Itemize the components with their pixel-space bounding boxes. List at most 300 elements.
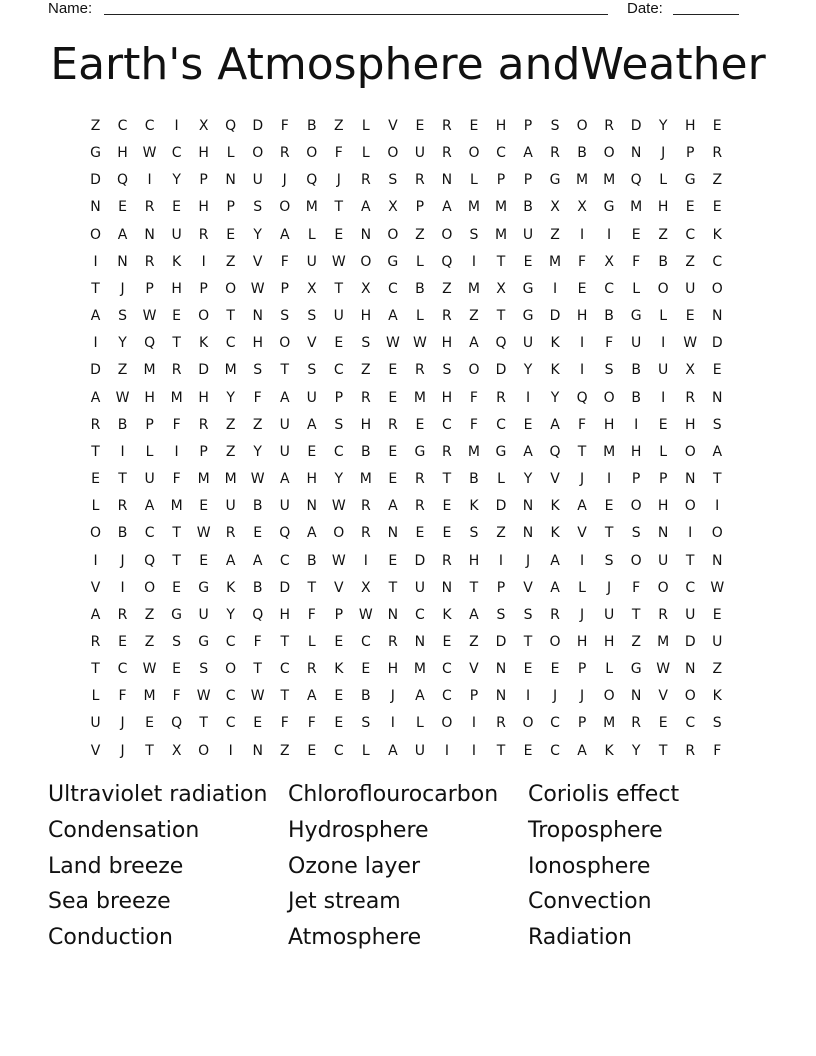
grid-letter: J [120,280,125,297]
grid-letter: E [253,715,263,732]
grid-letter: U [279,416,290,433]
grid-letter: B [631,389,641,406]
grid-letter: U [603,606,615,623]
grid-letter: F [469,416,478,433]
grid-letter: T [685,552,695,569]
grid-letter: E [442,498,452,515]
grid-letter: F [280,715,289,732]
grid-letter: T [496,308,506,325]
word-bank-item: Hydrosphere [288,817,429,843]
grid-letter: T [91,280,100,297]
grid-letter: C [415,606,425,623]
grid-letter: G [387,253,399,270]
grid-letter: U [414,579,426,596]
grid-letter: H [279,606,290,623]
grid-letter: K [334,661,344,678]
grid-letter: U [279,498,290,515]
grid-letter: G [603,199,615,216]
grid-letter: T [226,308,235,325]
grid-letter: J [580,471,585,488]
grid-letter: H [684,416,696,433]
grid-letter: H [603,416,615,433]
grid-letter: F [632,579,641,596]
grid-letter: H [441,335,453,352]
grid-letter: E [631,226,641,243]
grid-letter: W [331,253,346,270]
grid-letter: A [469,606,479,623]
grid-letter: T [91,661,100,678]
grid-letter: H [198,199,209,216]
grid-letter: N [306,498,317,515]
grid-letter: I [93,335,98,352]
grid-letter: Z [415,226,425,243]
grid-letter: O [441,715,453,732]
grid-letter: Z [225,443,236,460]
grid-letter: R [658,606,669,623]
grid-letter: R [90,633,101,650]
grid-letter: Y [172,172,181,189]
grid-letter: T [712,471,722,488]
grid-letter: S [280,308,290,325]
grid-letter: Q [495,335,507,352]
grid-letter: G [90,145,101,162]
grid-letter: R [387,416,398,433]
grid-letter: L [659,308,668,325]
grid-letter: T [604,525,614,542]
grid-letter: R [387,633,398,650]
grid-letter: S [361,715,371,732]
grid-letter: O [144,579,156,596]
grid-letter: O [387,226,399,243]
grid-letter: E [658,416,668,433]
grid-letter: L [307,226,316,243]
grid-letter: I [228,742,233,759]
grid-letter: O [387,145,399,162]
grid-letter: X [361,280,371,297]
grid-letter: N [630,145,642,162]
grid-letter: V [523,579,533,596]
grid-letter: W [656,661,671,678]
grid-row [82,548,731,575]
grid-letter: P [469,688,479,705]
grid-letter: E [388,389,398,406]
grid-letter: Q [630,172,642,189]
grid-letter: N [711,552,723,569]
word-bank-item: Radiation [528,925,632,951]
grid-letter: R [442,145,452,162]
grid-letter: F [172,471,181,488]
grid-letter: I [661,389,666,406]
grid-letter: P [334,389,344,406]
grid-letter: M [197,471,210,488]
grid-letter: N [387,606,399,623]
date-label: Date: [627,0,663,17]
grid-letter: S [307,308,317,325]
grid-letter: T [442,471,452,488]
grid-letter: L [145,443,154,460]
word-bank-item: Condensation [48,817,200,843]
grid-letter: A [469,335,479,352]
grid-letter: F [632,253,641,270]
grid-letter: H [603,633,615,650]
grid-letter: Y [550,389,560,406]
grid-letter: V [306,335,317,352]
grid-letter: H [576,308,588,325]
grid-letter: R [117,498,128,515]
grid-letter: U [414,145,426,162]
grid-letter: Y [523,471,533,488]
grid-letter: D [414,552,426,569]
grid-letter: Z [225,416,236,433]
grid-row [82,330,731,357]
grid-letter: F [307,715,316,732]
grid-letter: R [415,362,425,379]
grid-letter: N [387,525,399,542]
grid-letter: E [334,715,344,732]
grid-letter: T [658,742,668,759]
grid-letter: Y [334,471,344,488]
word-bank-item: Troposphere [528,817,663,843]
grid-letter: O [684,443,696,460]
grid-letter: N [252,742,263,759]
grid-letter: G [549,172,561,189]
grid-letter: L [361,118,370,134]
grid-letter: E [415,525,425,542]
grid-letter: P [199,443,208,460]
grid-row [82,629,731,656]
grid-letter: C [225,335,236,352]
grid-letter: T [172,525,181,542]
grid-letter: I [120,579,125,596]
grid-letter: N [657,525,669,542]
grid-letter: A [550,579,560,596]
grid-letter: R [415,172,425,189]
grid-letter: E [91,471,100,488]
grid-letter: T [199,715,208,732]
grid-letter: Z [442,280,452,297]
grid-letter: I [580,335,585,352]
grid-letter: E [712,118,722,134]
word-bank-item: Ozone layer [288,853,420,879]
grid-letter: U [279,443,290,460]
grid-letter: U [90,715,101,732]
grid-letter: S [172,633,182,650]
grid-letter: O [522,715,534,732]
grid-letter: M [143,362,156,379]
grid-letter: O [603,145,615,162]
grid-letter: C [387,280,398,297]
grid-letter: V [550,471,560,488]
grid-letter: H [657,199,669,216]
grid-letter: B [117,416,128,433]
grid-letter: A [550,416,560,433]
grid-letter: A [117,226,128,243]
grid-row [82,493,731,520]
grid-letter: J [120,552,125,569]
grid-letter: M [413,389,426,406]
grid-letter: T [469,579,479,596]
grid-letter: R [306,661,317,678]
grid-letter: Y [253,226,262,243]
grid-letter: E [685,308,695,325]
grid-letter: K [604,742,614,759]
grid-letter: O [630,552,642,569]
grid-letter: F [578,416,587,433]
grid-letter: S [253,199,263,216]
grid-letter: W [142,661,157,678]
grid-letter: X [388,199,398,216]
grid-letter: O [549,633,561,650]
grid-letter: H [252,335,263,352]
grid-letter: A [523,443,533,460]
grid-letter: C [604,280,614,297]
grid-letter: S [253,362,263,379]
grid-letter: F [307,606,316,623]
grid-letter: B [252,498,263,515]
grid-letter: A [90,308,101,325]
grid-letter: O [468,362,480,379]
grid-letter: O [225,280,237,297]
grid-letter: C [171,145,182,162]
grid-letter: K [172,253,182,270]
grid-letter: O [198,742,210,759]
grid-letter: R [442,443,452,460]
grid-letter: U [252,172,263,189]
grid-letter: C [225,633,236,650]
grid-letter: S [388,172,398,189]
grid-letter: U [522,226,534,243]
grid-letter: N [441,579,453,596]
grid-letter: T [280,633,290,650]
grid-letter: D [684,633,696,650]
grid-letter: T [145,742,154,759]
grid-letter: Y [658,118,668,134]
grid-letter: J [120,742,125,759]
grid-letter: R [631,715,641,732]
grid-letter: Y [523,362,533,379]
grid-letter: I [661,335,666,352]
grid-letter: W [331,498,346,515]
grid-letter: A [712,443,723,460]
grid-letter: M [224,362,237,379]
grid-letter: R [685,742,696,759]
grid-letter: E [307,742,317,759]
grid-letter: Z [279,742,290,759]
grid-letter: R [117,606,128,623]
grid-letter: D [90,362,101,379]
grid-row [82,466,731,493]
grid-letter: C [333,362,344,379]
grid-letter: I [174,118,179,134]
grid-letter: A [279,226,290,243]
grid-letter: R [604,118,614,134]
grid-row [82,710,731,737]
grid-letter: C [712,253,723,270]
grid-letter: C [225,715,236,732]
grid-letter: U [333,308,344,325]
grid-letter: E [523,661,533,678]
grid-letter: L [659,172,668,189]
grid-letter: P [496,172,506,189]
grid-letter: G [198,579,210,596]
grid-letter: P [334,606,344,623]
grid-letter: R [144,199,155,216]
grid-letter: C [685,715,696,732]
grid-letter: R [712,145,723,162]
grid-letter: D [198,362,210,379]
grid-letter: R [198,416,209,433]
grid-letter: J [525,552,531,569]
grid-letter: M [603,443,616,460]
grid-letter: X [496,280,506,297]
grid-row [82,276,731,303]
grid-letter: P [577,715,587,732]
word-bank-item: Chloroflourocarbon [288,782,499,807]
page-title: Earth's Atmosphere andWeather [50,39,766,90]
grid-letter: T [334,199,344,216]
grid-letter: G [414,443,426,460]
grid-letter: V [469,661,479,678]
grid-letter: R [360,498,371,515]
grid-letter: T [631,606,641,623]
grid-letter: J [282,172,287,189]
grid-letter: S [550,118,560,134]
grid-row [82,520,731,547]
grid-letter: O [441,226,453,243]
grid-letter: C [550,742,560,759]
grid-letter: E [685,199,695,216]
grid-letter: U [658,362,669,379]
grid-letter: D [711,335,723,352]
grid-letter: M [657,633,670,650]
grid-letter: E [145,715,154,732]
grid-letter: Q [576,389,588,406]
grid-letter: L [415,253,424,270]
grid-letter: T [523,633,533,650]
grid-letter: Y [253,443,262,460]
grid-letter: Z [712,172,723,189]
grid-letter: H [117,145,128,162]
grid-letter: H [630,443,642,460]
grid-letter: F [280,253,289,270]
grid-letter: Y [226,606,235,623]
grid-letter: E [442,525,452,542]
grid-letter: W [142,145,157,162]
grid-letter: L [497,471,505,488]
grid-letter: X [685,362,695,379]
grid-letter: H [657,498,669,515]
grid-letter: H [387,661,399,678]
word-bank-item: Sea breeze [48,889,171,915]
grid-letter: F [280,118,289,134]
grid-letter: F [334,145,343,162]
grid-letter: F [172,416,181,433]
grid-letter: F [253,389,262,406]
grid-letter: O [603,688,615,705]
grid-letter: O [603,389,615,406]
grid-letter: C [225,688,236,705]
grid-letter: M [494,199,508,216]
grid-letter: O [333,525,345,542]
grid-letter: A [90,389,101,406]
grid-letter: I [498,552,504,569]
grid-letter: R [550,145,560,162]
grid-letter: O [279,199,291,216]
grid-letter: S [118,308,127,325]
grid-letter: K [712,226,722,243]
grid-letter: P [226,199,235,216]
grid-letter: E [388,471,398,488]
grid-letter: E [226,226,236,243]
grid-letter: M [549,253,562,270]
grid-letter: X [577,199,587,216]
grid-letter: A [306,688,317,705]
grid-letter: M [494,226,508,243]
grid-letter: I [715,498,720,515]
word-bank-item: Jet stream [288,889,401,915]
grid-letter: A [442,199,452,216]
grid-letter: P [496,579,506,596]
grid-letter: I [390,715,395,732]
grid-letter: J [580,606,585,623]
grid-letter: U [658,552,669,569]
grid-letter: H [198,145,209,162]
grid-letter: M [630,199,643,216]
grid-letter: O [711,525,723,542]
grid-letter: I [93,552,98,569]
grid-letter: X [604,253,614,270]
grid-letter: N [252,308,263,325]
grid-letter: N [441,172,453,189]
grid-letter: F [578,253,587,270]
grid-letter: E [712,606,722,623]
grid-letter: R [360,525,371,542]
grid-letter: M [413,661,426,678]
grid-letter: M [467,280,480,297]
grid-letter: O [468,145,480,162]
grid-letter: E [334,688,344,705]
grid-letter: D [495,362,507,379]
grid-letter: O [252,145,264,162]
grid-letter: S [361,335,371,352]
grid-letter: V [334,579,344,596]
grid-letter: K [550,335,560,352]
grid-letter: G [630,661,642,678]
grid-letter: B [361,443,371,460]
grid-letter: B [631,362,641,379]
grid-letter: O [90,226,102,243]
grid-letter: M [467,443,480,460]
grid-letter: E [118,199,127,216]
grid-letter: I [201,253,206,270]
grid-letter: A [225,552,236,569]
grid-letter: P [523,172,533,189]
grid-letter: X [306,280,317,297]
word-bank-item: Ultraviolet radiation [48,782,268,807]
grid-letter: U [685,280,696,297]
word-bank-item: Land breeze [48,853,184,879]
grid-letter: H [144,389,155,406]
grid-letter: E [334,335,344,352]
grid-letter: R [279,145,290,162]
grid-letter: E [307,443,317,460]
grid-letter: U [225,498,236,515]
grid-letter: Z [712,661,723,678]
grid-letter: I [607,226,612,243]
grid-letter: T [496,742,506,759]
grid-letter: B [604,308,614,325]
grid-letter: U [198,606,209,623]
